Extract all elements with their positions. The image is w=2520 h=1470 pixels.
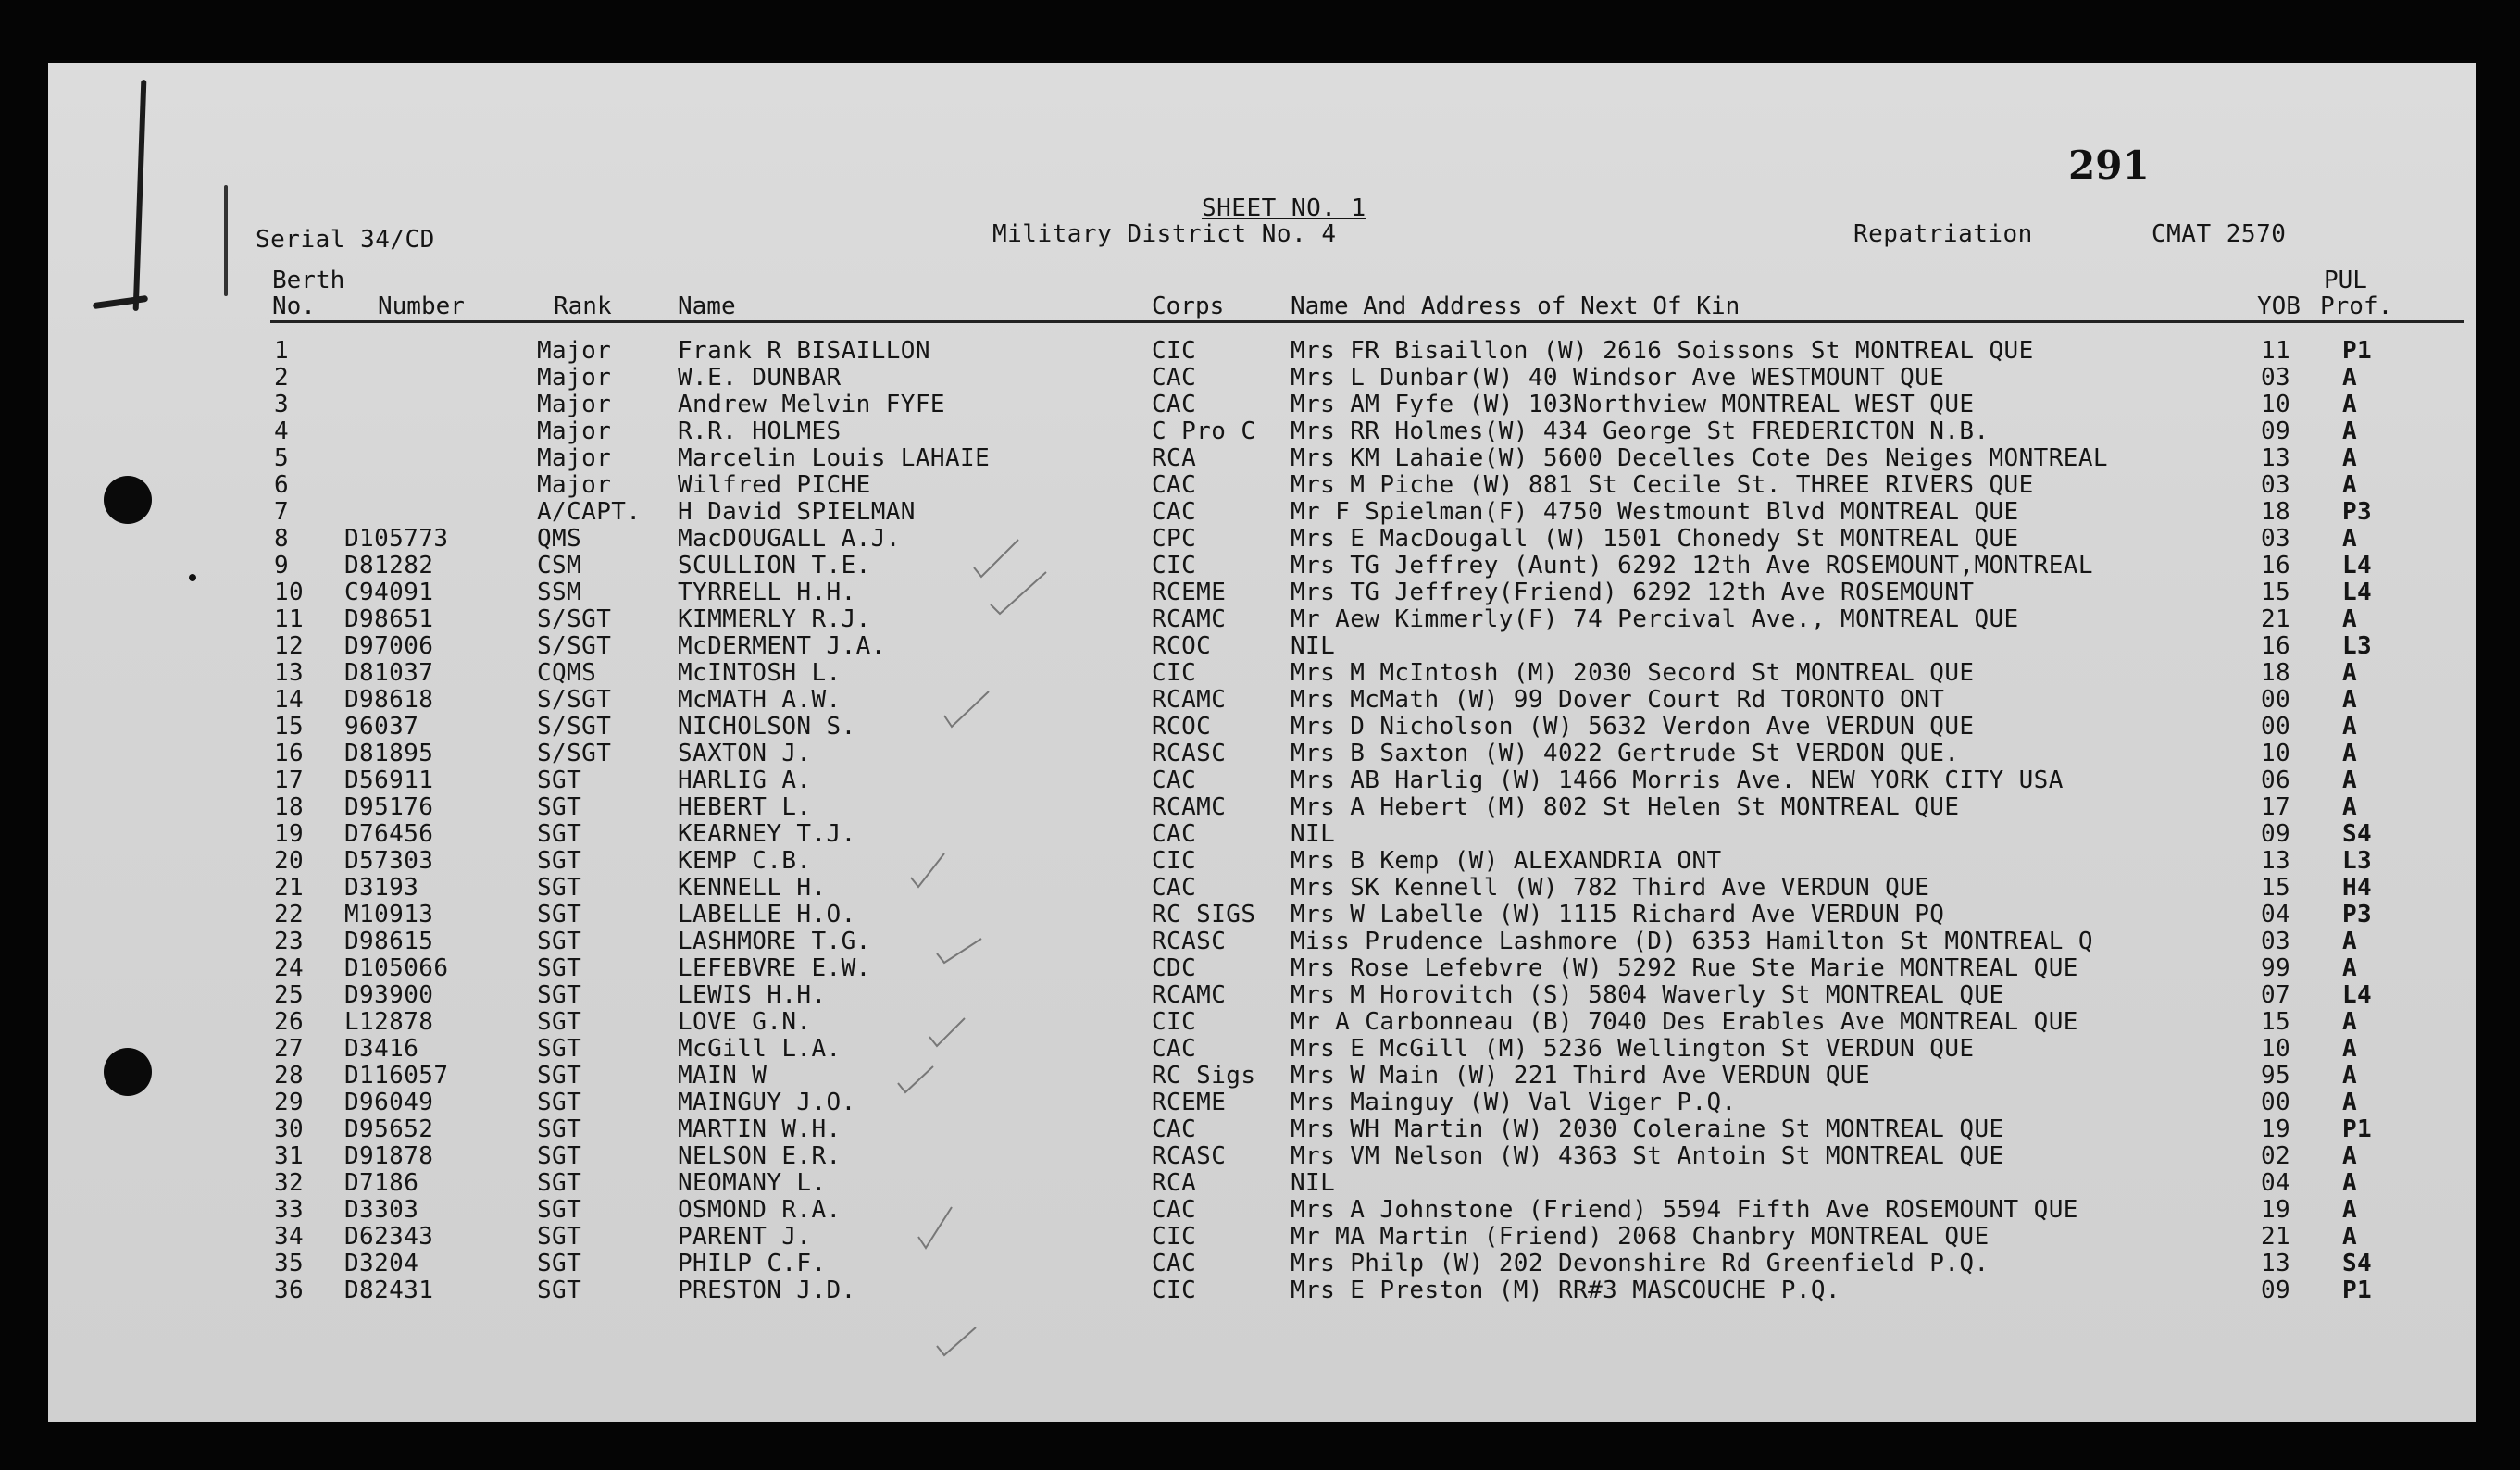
soldier-name: NEOMANY L. bbox=[678, 1169, 827, 1197]
year-of-birth: 04 bbox=[2261, 901, 2291, 928]
year-of-birth: 10 bbox=[2261, 740, 2291, 767]
next-of-kin: Mrs E Preston (M) RR#3 MASCOUCHE P.Q. bbox=[1291, 1277, 1840, 1304]
pul-profile: A bbox=[2342, 793, 2358, 821]
pul-profile: A bbox=[2342, 766, 2358, 794]
rank: A/CAPT. bbox=[537, 498, 642, 526]
corps: CDC bbox=[1152, 954, 1197, 982]
year-of-birth: 00 bbox=[2261, 1089, 2291, 1116]
soldier-name: HARLIG A. bbox=[678, 766, 812, 794]
next-of-kin: Mrs A Johnstone (Friend) 5594 Fifth Ave ROSEMOUNT QUE bbox=[1291, 1196, 2078, 1224]
year-of-birth: 15 bbox=[2261, 1008, 2291, 1036]
next-of-kin: Mrs TG Jeffrey (Aunt) 6292 12th Ave ROSEMOUNT,MONTREAL bbox=[1291, 552, 2093, 579]
berth-no: 32 bbox=[274, 1169, 305, 1197]
service-number: 96037 bbox=[344, 713, 419, 741]
sheet-title: SHEET NO. 1 bbox=[1202, 194, 1366, 222]
service-number: D56911 bbox=[344, 766, 434, 794]
pul-profile: A bbox=[2342, 1008, 2358, 1036]
corps: RCASC bbox=[1152, 1142, 1227, 1170]
rank: SGT bbox=[537, 1089, 582, 1116]
berth-no: 6 bbox=[274, 471, 290, 499]
pul-profile: S4 bbox=[2342, 1250, 2373, 1277]
service-number: D3416 bbox=[344, 1035, 419, 1063]
service-number: D105066 bbox=[344, 954, 449, 982]
soldier-name: W.E. DUNBAR bbox=[678, 364, 842, 392]
service-number: D3204 bbox=[344, 1250, 419, 1277]
soldier-name: PHILP C.F. bbox=[678, 1250, 827, 1277]
berth-no: 23 bbox=[274, 928, 305, 955]
header-pul: PUL bbox=[2324, 267, 2367, 294]
next-of-kin: Mr F Spielman(F) 4750 Westmount Blvd MONTREAL QUE bbox=[1291, 498, 2019, 526]
berth-no: 26 bbox=[274, 1008, 305, 1036]
berth-no: 2 bbox=[274, 364, 290, 392]
year-of-birth: 02 bbox=[2261, 1142, 2291, 1170]
header-name: Name bbox=[678, 293, 736, 320]
pul-profile: P1 bbox=[2342, 1277, 2373, 1304]
corps: RC SIGS bbox=[1152, 901, 1256, 928]
soldier-name: LABELLE H.O. bbox=[678, 901, 856, 928]
corps: CAC bbox=[1152, 498, 1197, 526]
soldier-name: PARENT J. bbox=[678, 1223, 812, 1251]
corps: CAC bbox=[1152, 471, 1197, 499]
corps: RCAMC bbox=[1152, 793, 1227, 821]
soldier-name: KEARNEY T.J. bbox=[678, 820, 856, 848]
berth-no: 12 bbox=[274, 632, 305, 660]
corps: RCOC bbox=[1152, 713, 1212, 741]
rank: SGT bbox=[537, 1277, 582, 1304]
berth-no: 27 bbox=[274, 1035, 305, 1063]
corps: C Pro C bbox=[1152, 417, 1256, 445]
year-of-birth: 19 bbox=[2261, 1196, 2291, 1224]
next-of-kin: Mrs E McGill (M) 5236 Wellington St VERDUN QUE bbox=[1291, 1035, 1975, 1063]
next-of-kin: Mrs SK Kennell (W) 782 Third Ave VERDUN QUE bbox=[1291, 874, 1930, 902]
soldier-name: Frank R BISAILLON bbox=[678, 337, 930, 365]
year-of-birth: 11 bbox=[2261, 337, 2291, 365]
next-of-kin: Mrs VM Nelson (W) 4363 St Antoin St MONTREAL QUE bbox=[1291, 1142, 2004, 1170]
rank: Major bbox=[537, 444, 612, 472]
rank: SGT bbox=[537, 820, 582, 848]
rank: SGT bbox=[537, 1169, 582, 1197]
rank: SGT bbox=[537, 847, 582, 875]
next-of-kin: Mrs KM Lahaie(W) 5600 Decelles Cote Des Neiges MONTREAL bbox=[1291, 444, 2108, 472]
rank: SGT bbox=[537, 1035, 582, 1063]
berth-no: 9 bbox=[274, 552, 290, 579]
year-of-birth: 99 bbox=[2261, 954, 2291, 982]
soldier-name: NICHOLSON S. bbox=[678, 713, 856, 741]
year-of-birth: 00 bbox=[2261, 713, 2291, 741]
year-of-birth: 09 bbox=[2261, 417, 2291, 445]
header-berth: Berth bbox=[272, 267, 345, 294]
next-of-kin: Mr A Carbonneau (B) 7040 Des Erables Ave MONTREAL QUE bbox=[1291, 1008, 2078, 1036]
document-sheet bbox=[48, 63, 2476, 1422]
corps: CAC bbox=[1152, 364, 1197, 392]
year-of-birth: 19 bbox=[2261, 1115, 2291, 1143]
pul-profile: A bbox=[2342, 1035, 2358, 1063]
pul-profile: H4 bbox=[2342, 874, 2373, 902]
next-of-kin: Mrs M Horovitch (S) 5804 Waverly St MONTREAL QUE bbox=[1291, 981, 2004, 1009]
soldier-name: MAIN W bbox=[678, 1062, 767, 1090]
header-number: Number bbox=[378, 293, 465, 320]
pul-profile: A bbox=[2342, 471, 2358, 499]
rank: CSM bbox=[537, 552, 582, 579]
corps: CAC bbox=[1152, 820, 1197, 848]
year-of-birth: 03 bbox=[2261, 928, 2291, 955]
soldier-name: R.R. HOLMES bbox=[678, 417, 842, 445]
year-of-birth: 15 bbox=[2261, 874, 2291, 902]
next-of-kin: Mrs W Main (W) 221 Third Ave VERDUN QUE bbox=[1291, 1062, 1871, 1090]
soldier-name: OSMOND R.A. bbox=[678, 1196, 842, 1224]
next-of-kin: Mrs B Kemp (W) ALEXANDRIA ONT bbox=[1291, 847, 1722, 875]
rank: SGT bbox=[537, 1062, 582, 1090]
pul-profile: A bbox=[2342, 525, 2358, 553]
next-of-kin: Mrs L Dunbar(W) 40 Windsor Ave WESTMOUNT QUE bbox=[1291, 364, 1945, 392]
soldier-name: MAINGUY J.O. bbox=[678, 1089, 856, 1116]
service-number: D3303 bbox=[344, 1196, 419, 1224]
pul-profile: P1 bbox=[2342, 337, 2373, 365]
rank: SGT bbox=[537, 793, 582, 821]
next-of-kin: Mrs AB Harlig (W) 1466 Morris Ave. NEW YORK CITY USA bbox=[1291, 766, 2064, 794]
year-of-birth: 16 bbox=[2261, 632, 2291, 660]
service-number: M10913 bbox=[344, 901, 434, 928]
soldier-name: McMATH A.W. bbox=[678, 686, 842, 714]
pul-profile: A bbox=[2342, 417, 2358, 445]
year-of-birth: 95 bbox=[2261, 1062, 2291, 1090]
service-number: D95652 bbox=[344, 1115, 434, 1143]
corps: RCA bbox=[1152, 444, 1197, 472]
corps: CIC bbox=[1152, 337, 1197, 365]
soldier-name: KENNELL H. bbox=[678, 874, 827, 902]
berth-no: 30 bbox=[274, 1115, 305, 1143]
rank: QMS bbox=[537, 525, 582, 553]
corps: CIC bbox=[1152, 1008, 1197, 1036]
rank: CQMS bbox=[537, 659, 597, 687]
corps: CAC bbox=[1152, 874, 1197, 902]
berth-no: 18 bbox=[274, 793, 305, 821]
purpose-label: Repatriation bbox=[1853, 220, 2033, 248]
pul-profile: A bbox=[2342, 954, 2358, 982]
next-of-kin: Mrs M McIntosh (M) 2030 Secord St MONTREAL QUE bbox=[1291, 659, 1975, 687]
next-of-kin: Mrs B Saxton (W) 4022 Gertrude St VERDON QUE. bbox=[1291, 740, 1960, 767]
pul-profile: A bbox=[2342, 1062, 2358, 1090]
rank: Major bbox=[537, 417, 612, 445]
service-number: D81895 bbox=[344, 740, 434, 767]
pul-profile: L4 bbox=[2342, 981, 2373, 1009]
corps: CIC bbox=[1152, 1277, 1197, 1304]
berth-no: 1 bbox=[274, 337, 290, 365]
next-of-kin: Mrs Philp (W) 202 Devonshire Rd Greenfield P.Q. bbox=[1291, 1250, 1990, 1277]
rank: SGT bbox=[537, 1008, 582, 1036]
soldier-name: PRESTON J.D. bbox=[678, 1277, 856, 1304]
rank: S/SGT bbox=[537, 713, 612, 741]
next-of-kin: Miss Prudence Lashmore (D) 6353 Hamilton St MONTREAL Q bbox=[1291, 928, 2093, 955]
service-number: D98651 bbox=[344, 605, 434, 633]
berth-no: 8 bbox=[274, 525, 290, 553]
service-number: D7186 bbox=[344, 1169, 419, 1197]
soldier-name: Wilfred PICHE bbox=[678, 471, 871, 499]
header-corps: Corps bbox=[1152, 293, 1225, 320]
page-number: 291 bbox=[2068, 143, 2150, 188]
pul-profile: A bbox=[2342, 713, 2358, 741]
year-of-birth: 17 bbox=[2261, 793, 2291, 821]
berth-no: 25 bbox=[274, 981, 305, 1009]
berth-no: 21 bbox=[274, 874, 305, 902]
pul-profile: P3 bbox=[2342, 498, 2373, 526]
berth-no: 19 bbox=[274, 820, 305, 848]
berth-no: 22 bbox=[274, 901, 305, 928]
service-number: D76456 bbox=[344, 820, 434, 848]
service-number: D62343 bbox=[344, 1223, 434, 1251]
service-number: D93900 bbox=[344, 981, 434, 1009]
service-number: D116057 bbox=[344, 1062, 449, 1090]
service-number: L12878 bbox=[344, 1008, 434, 1036]
pul-profile: L4 bbox=[2342, 552, 2373, 579]
soldier-name: McGill L.A. bbox=[678, 1035, 842, 1063]
next-of-kin: Mrs McMath (W) 99 Dover Court Rd TORONTO ONT bbox=[1291, 686, 1945, 714]
soldier-name: SAXTON J. bbox=[678, 740, 812, 767]
soldier-name: LOVE G.N. bbox=[678, 1008, 812, 1036]
pul-profile: P1 bbox=[2342, 1115, 2373, 1143]
soldier-name: McDERMENT J.A. bbox=[678, 632, 886, 660]
year-of-birth: 06 bbox=[2261, 766, 2291, 794]
soldier-name: KEMP C.B. bbox=[678, 847, 812, 875]
berth-no: 7 bbox=[274, 498, 290, 526]
rank: S/SGT bbox=[537, 605, 612, 633]
berth-no: 5 bbox=[274, 444, 290, 472]
rank: S/SGT bbox=[537, 632, 612, 660]
berth-no: 28 bbox=[274, 1062, 305, 1090]
corps: CAC bbox=[1152, 1115, 1197, 1143]
pul-profile: A bbox=[2342, 686, 2358, 714]
corps: CAC bbox=[1152, 766, 1197, 794]
next-of-kin: Mrs E MacDougall (W) 1501 Chonedy St MONTREAL QUE bbox=[1291, 525, 2019, 553]
service-number: D98615 bbox=[344, 928, 434, 955]
soldier-name: NELSON E.R. bbox=[678, 1142, 842, 1170]
berth-no: 31 bbox=[274, 1142, 305, 1170]
pul-profile: P3 bbox=[2342, 901, 2373, 928]
next-of-kin: Mrs TG Jeffrey(Friend) 6292 12th Ave ROSEMOUNT bbox=[1291, 579, 1975, 606]
rank: SGT bbox=[537, 766, 582, 794]
corps: RCAMC bbox=[1152, 605, 1227, 633]
berth-no: 14 bbox=[274, 686, 305, 714]
corps: RCOC bbox=[1152, 632, 1212, 660]
rank: Major bbox=[537, 337, 612, 365]
corps: CAC bbox=[1152, 1196, 1197, 1224]
berth-no: 10 bbox=[274, 579, 305, 606]
year-of-birth: 16 bbox=[2261, 552, 2291, 579]
service-number: D96049 bbox=[344, 1089, 434, 1116]
header-yob: YOB bbox=[2257, 293, 2301, 320]
next-of-kin: Mrs RR Holmes(W) 434 George St FREDERICTON N.B. bbox=[1291, 417, 1990, 445]
rank: S/SGT bbox=[537, 686, 612, 714]
next-of-kin: Mrs D Nicholson (W) 5632 Verdon Ave VERDUN QUE bbox=[1291, 713, 1975, 741]
berth-no: 20 bbox=[274, 847, 305, 875]
service-number: D57303 bbox=[344, 847, 434, 875]
soldier-name: H David SPIELMAN bbox=[678, 498, 916, 526]
corps: RCAMC bbox=[1152, 981, 1227, 1009]
corps: CAC bbox=[1152, 391, 1197, 418]
corps: CIC bbox=[1152, 1223, 1197, 1251]
pul-profile: A bbox=[2342, 364, 2358, 392]
next-of-kin: Mrs WH Martin (W) 2030 Coleraine St MONTREAL QUE bbox=[1291, 1115, 2004, 1143]
header-kin: Name And Address of Next Of Kin bbox=[1291, 293, 1740, 320]
header-rank: Rank bbox=[554, 293, 612, 320]
service-number: D91878 bbox=[344, 1142, 434, 1170]
year-of-birth: 03 bbox=[2261, 471, 2291, 499]
year-of-birth: 07 bbox=[2261, 981, 2291, 1009]
corps: RCAMC bbox=[1152, 686, 1227, 714]
year-of-birth: 10 bbox=[2261, 391, 2291, 418]
corps: CIC bbox=[1152, 552, 1197, 579]
corps: CIC bbox=[1152, 847, 1197, 875]
soldier-name: Marcelin Louis LAHAIE bbox=[678, 444, 991, 472]
rank: SGT bbox=[537, 954, 582, 982]
rank: Major bbox=[537, 391, 612, 418]
next-of-kin: NIL bbox=[1291, 820, 1336, 848]
next-of-kin: NIL bbox=[1291, 632, 1336, 660]
service-number: D95176 bbox=[344, 793, 434, 821]
cmat-label: CMAT 2570 bbox=[2152, 220, 2287, 248]
pul-profile: A bbox=[2342, 1223, 2358, 1251]
rank: SGT bbox=[537, 1196, 582, 1224]
soldier-name: KIMMERLY R.J. bbox=[678, 605, 871, 633]
service-number: D81037 bbox=[344, 659, 434, 687]
berth-no: 24 bbox=[274, 954, 305, 982]
service-number: D3193 bbox=[344, 874, 419, 902]
berth-no: 3 bbox=[274, 391, 290, 418]
corps: RCEME bbox=[1152, 1089, 1227, 1116]
berth-no: 33 bbox=[274, 1196, 305, 1224]
rank: SGT bbox=[537, 874, 582, 902]
corps: RCEME bbox=[1152, 579, 1227, 606]
rank: SGT bbox=[537, 1142, 582, 1170]
next-of-kin: Mrs Mainguy (W) Val Viger P.Q. bbox=[1291, 1089, 1737, 1116]
pul-profile: A bbox=[2342, 740, 2358, 767]
berth-no: 17 bbox=[274, 766, 305, 794]
year-of-birth: 13 bbox=[2261, 847, 2291, 875]
pul-profile: S4 bbox=[2342, 820, 2373, 848]
pul-profile: L4 bbox=[2342, 579, 2373, 606]
soldier-name: TYRRELL H.H. bbox=[678, 579, 856, 606]
year-of-birth: 13 bbox=[2261, 1250, 2291, 1277]
pul-profile: L3 bbox=[2342, 847, 2373, 875]
service-number: D81282 bbox=[344, 552, 434, 579]
pul-profile: A bbox=[2342, 1142, 2358, 1170]
corps: RCASC bbox=[1152, 740, 1227, 767]
soldier-name: Andrew Melvin FYFE bbox=[678, 391, 945, 418]
year-of-birth: 00 bbox=[2261, 686, 2291, 714]
next-of-kin: Mrs Rose Lefebvre (W) 5292 Rue Ste Marie MONTREAL QUE bbox=[1291, 954, 2078, 982]
pul-profile: A bbox=[2342, 1169, 2358, 1197]
year-of-birth: 15 bbox=[2261, 579, 2291, 606]
berth-no: 36 bbox=[274, 1277, 305, 1304]
rank: SGT bbox=[537, 1223, 582, 1251]
soldier-name: MARTIN W.H. bbox=[678, 1115, 842, 1143]
berth-no: 11 bbox=[274, 605, 305, 633]
next-of-kin: Mr Aew Kimmerly(F) 74 Percival Ave., MONTREAL QUE bbox=[1291, 605, 2019, 633]
berth-no: 4 bbox=[274, 417, 290, 445]
header-prof: Prof. bbox=[2320, 293, 2393, 320]
soldier-name: McINTOSH L. bbox=[678, 659, 842, 687]
corps: RC Sigs bbox=[1152, 1062, 1256, 1090]
next-of-kin: Mrs A Hebert (M) 802 St Helen St MONTREAL QUE bbox=[1291, 793, 1960, 821]
soldier-name: LASHMORE T.G. bbox=[678, 928, 871, 955]
service-number: C94091 bbox=[344, 579, 434, 606]
corps: CAC bbox=[1152, 1035, 1197, 1063]
next-of-kin: Mr MA Martin (Friend) 2068 Chanbry MONTREAL QUE bbox=[1291, 1223, 1990, 1251]
soldier-name: SCULLION T.E. bbox=[678, 552, 871, 579]
berth-no: 13 bbox=[274, 659, 305, 687]
year-of-birth: 18 bbox=[2261, 498, 2291, 526]
pul-profile: A bbox=[2342, 928, 2358, 955]
corps: CIC bbox=[1152, 659, 1197, 687]
year-of-birth: 09 bbox=[2261, 820, 2291, 848]
soldier-name: LEFEBVRE E.W. bbox=[678, 954, 871, 982]
rank: SGT bbox=[537, 901, 582, 928]
pul-profile: A bbox=[2342, 391, 2358, 418]
soldier-name: LEWIS H.H. bbox=[678, 981, 827, 1009]
berth-no: 35 bbox=[274, 1250, 305, 1277]
corps: RCA bbox=[1152, 1169, 1197, 1197]
rank: SGT bbox=[537, 1115, 582, 1143]
rank: SSM bbox=[537, 579, 582, 606]
next-of-kin: Mrs W Labelle (W) 1115 Richard Ave VERDUN PQ bbox=[1291, 901, 1945, 928]
year-of-birth: 18 bbox=[2261, 659, 2291, 687]
year-of-birth: 09 bbox=[2261, 1277, 2291, 1304]
pencil-check-marks bbox=[48, 63, 2476, 1422]
year-of-birth: 21 bbox=[2261, 605, 2291, 633]
next-of-kin: Mrs AM Fyfe (W) 103Northview MONTREAL WEST QUE bbox=[1291, 391, 1975, 418]
pul-profile: A bbox=[2342, 444, 2358, 472]
serial-label: Serial 34/CD bbox=[256, 226, 435, 254]
berth-no: 29 bbox=[274, 1089, 305, 1116]
pul-profile: A bbox=[2342, 605, 2358, 633]
berth-no: 16 bbox=[274, 740, 305, 767]
year-of-birth: 04 bbox=[2261, 1169, 2291, 1197]
berth-no: 34 bbox=[274, 1223, 305, 1251]
header-berth-no: No. bbox=[272, 293, 316, 320]
year-of-birth: 03 bbox=[2261, 525, 2291, 553]
year-of-birth: 21 bbox=[2261, 1223, 2291, 1251]
corps: RCASC bbox=[1152, 928, 1227, 955]
rank: SGT bbox=[537, 1250, 582, 1277]
berth-no: 15 bbox=[274, 713, 305, 741]
next-of-kin: Mrs M Piche (W) 881 St Cecile St. THREE RIVERS QUE bbox=[1291, 471, 2034, 499]
pul-profile: A bbox=[2342, 1089, 2358, 1116]
pul-profile: L3 bbox=[2342, 632, 2373, 660]
pul-profile: A bbox=[2342, 659, 2358, 687]
rank: SGT bbox=[537, 981, 582, 1009]
soldier-name: MacDOUGALL A.J. bbox=[678, 525, 901, 553]
rank: S/SGT bbox=[537, 740, 612, 767]
pul-profile: A bbox=[2342, 1196, 2358, 1224]
rank: Major bbox=[537, 364, 612, 392]
district-label: Military District No. 4 bbox=[992, 220, 1337, 248]
year-of-birth: 13 bbox=[2261, 444, 2291, 472]
service-number: D97006 bbox=[344, 632, 434, 660]
year-of-birth: 03 bbox=[2261, 364, 2291, 392]
service-number: D82431 bbox=[344, 1277, 434, 1304]
soldier-name: HEBERT L. bbox=[678, 793, 812, 821]
next-of-kin: NIL bbox=[1291, 1169, 1336, 1197]
service-number: D98618 bbox=[344, 686, 434, 714]
corps: CPC bbox=[1152, 525, 1197, 553]
next-of-kin: Mrs FR Bisaillon (W) 2616 Soissons St MONTREAL QUE bbox=[1291, 337, 2034, 365]
rank: SGT bbox=[537, 928, 582, 955]
service-number: D105773 bbox=[344, 525, 449, 553]
rank: Major bbox=[537, 471, 612, 499]
corps: CAC bbox=[1152, 1250, 1197, 1277]
year-of-birth: 10 bbox=[2261, 1035, 2291, 1063]
